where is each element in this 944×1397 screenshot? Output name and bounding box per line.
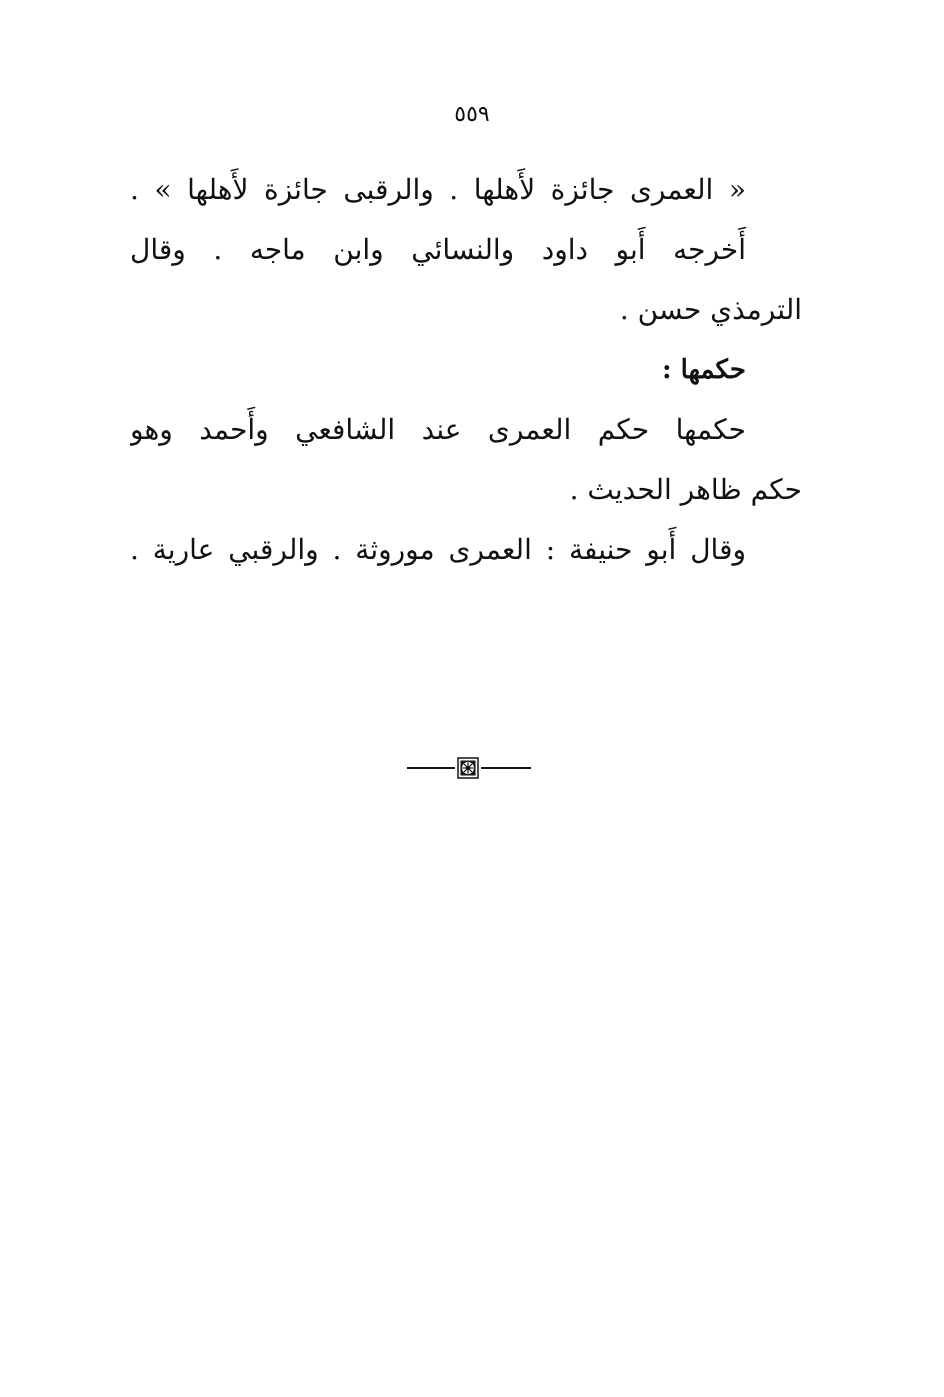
text-line: حكمها حكم العمرى عند الشافعي وأَحمد وهو [130, 413, 746, 446]
page-body [130, 160, 802, 580]
divider-rule-right [481, 767, 531, 769]
floral-ornament-icon [457, 757, 479, 779]
text-line: حكم ظاهر الحديث . [569, 473, 802, 506]
divider-rule-left [407, 767, 455, 769]
section-divider [407, 757, 531, 779]
text-line: أَخرجه أَبو داود والنسائي وابن ماجه . وقال [130, 233, 746, 266]
section-heading: حكمها : [661, 355, 746, 385]
text-line: « العمرى جائزة لأَهلها . والرقبى جائزة لأَهلها » . [130, 173, 746, 206]
text-line: الترمذي حسن . [619, 293, 802, 326]
text-line: وقال أَبو حنيفة : العمرى موروثة . والرقبي عارية . [130, 533, 746, 566]
page-number: ٥٥٩ [454, 102, 490, 127]
